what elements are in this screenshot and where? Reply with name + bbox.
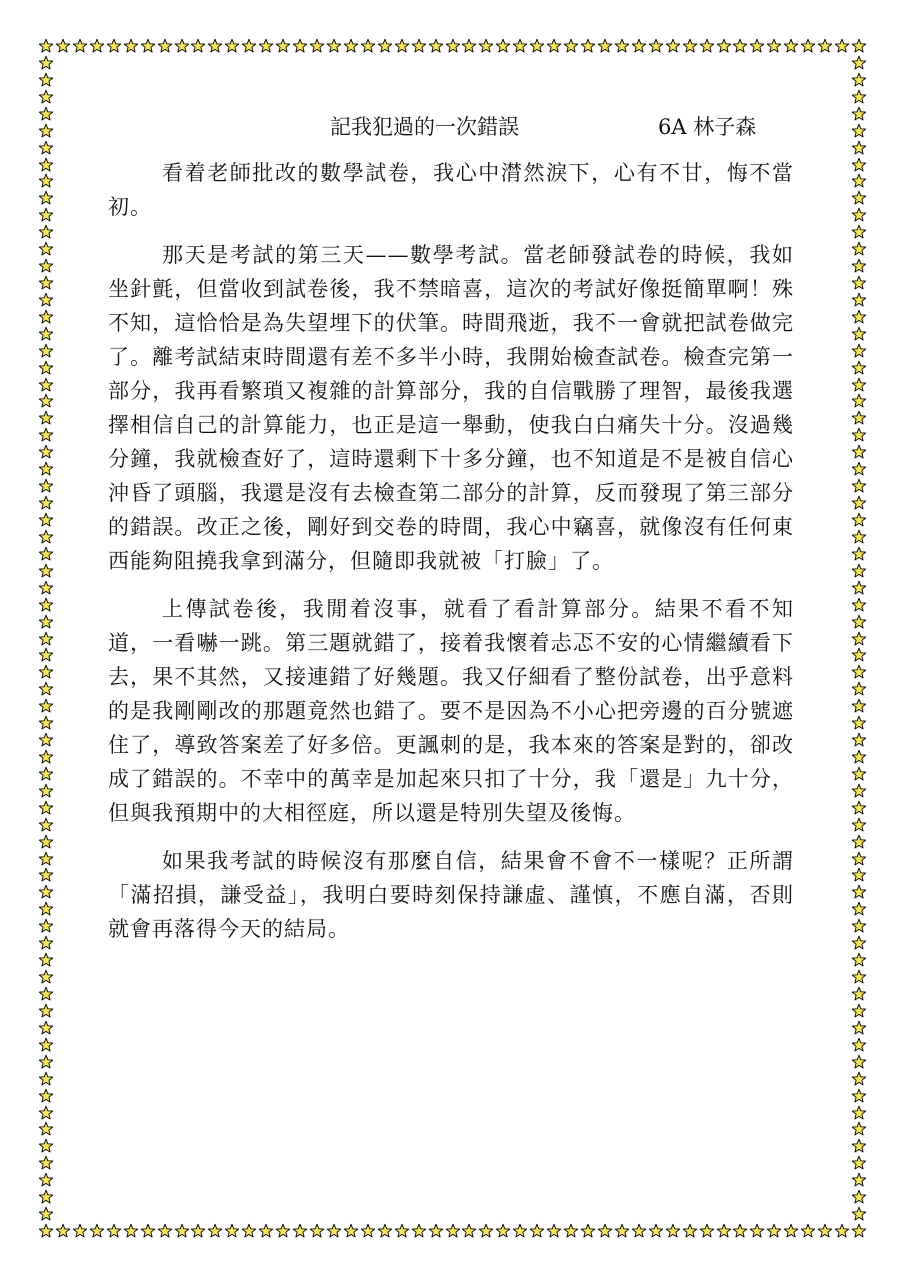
star-icon (38, 1054, 54, 1070)
star-icon (38, 1189, 54, 1205)
star-icon (851, 834, 867, 850)
star-icon (241, 1223, 257, 1239)
star-icon (563, 1223, 579, 1239)
star-icon (665, 1223, 681, 1239)
star-icon (749, 1223, 765, 1239)
star-icon (851, 461, 867, 477)
star-icon (851, 1003, 867, 1019)
star-icon (597, 38, 613, 54)
star-icon (851, 444, 867, 460)
star-icon (360, 38, 376, 54)
star-icon (732, 38, 748, 54)
star-icon (38, 207, 54, 223)
star-icon (38, 512, 54, 528)
star-icon (38, 495, 54, 511)
star-icon (38, 867, 54, 883)
star-icon (682, 38, 698, 54)
star-icon (851, 326, 867, 342)
star-icon (275, 38, 291, 54)
star-icon (851, 140, 867, 156)
star-icon (38, 986, 54, 1002)
star-icon (580, 38, 596, 54)
star-icon (292, 1223, 308, 1239)
star-icon (851, 38, 867, 54)
star-icon (817, 38, 833, 54)
star-icon (851, 1105, 867, 1121)
star-icon (326, 1223, 342, 1239)
star-icon (512, 1223, 528, 1239)
star-icon (38, 292, 54, 308)
paragraph-1: 看着老師批改的數學試卷，我心中潸然淚下，心有不甘，悔不當初。 (108, 161, 794, 219)
star-icon (851, 495, 867, 511)
star-icon (157, 38, 173, 54)
star-icon (445, 38, 461, 54)
star-icon (529, 38, 545, 54)
star-icon (631, 1223, 647, 1239)
star-icon (783, 1223, 799, 1239)
star-icon (851, 1121, 867, 1137)
star-icon (851, 207, 867, 223)
star-icon (38, 647, 54, 663)
star-icon (38, 343, 54, 359)
star-icon (38, 597, 54, 613)
star-icon (478, 1223, 494, 1239)
star-icon (309, 1223, 325, 1239)
star-icon (851, 884, 867, 900)
star-icon (38, 444, 54, 460)
star-icon (38, 1172, 54, 1188)
star-icon (38, 681, 54, 697)
star-icon (38, 1155, 54, 1171)
star-icon (631, 38, 647, 54)
star-icon (851, 123, 867, 139)
star-icon (72, 1223, 88, 1239)
star-icon (851, 580, 867, 596)
star-icon (851, 546, 867, 562)
star-icon (38, 157, 54, 173)
star-icon (38, 360, 54, 376)
paragraph-3: 上傳試卷後，我閒着沒事，就看了看計算部分。結果不看不知道，一看嚇一跳。第三題就錯了，接着我懷着忐忑不安的心情繼續看下去，果不其然，又接連錯了好幾題。我又仔細看了整份試卷，出乎意料的是我剛剛改的那題竟然也錯了。要不是因為不小心把旁邊的百分號遮住了，導致答案差了好多倍。更諷刺的是，我本來的答案是對的，卻改成了錯誤的。不幸中的萬幸是加起來只扣了十分，我「還是」九十分，但與我預期中的大相徑庭，所以還是特別失望及後悔。 (108, 597, 794, 825)
star-icon (851, 410, 867, 426)
star-icon (394, 1223, 410, 1239)
star-icon (38, 1138, 54, 1154)
star-icon (834, 38, 850, 54)
star-icon (614, 1223, 630, 1239)
star-icon (38, 38, 54, 54)
star-icon (851, 664, 867, 680)
star-icon (38, 326, 54, 342)
star-icon (800, 38, 816, 54)
star-icon (851, 72, 867, 88)
star-icon (123, 1223, 139, 1239)
star-icon (817, 1223, 833, 1239)
star-icon (38, 427, 54, 443)
star-icon (800, 1223, 816, 1239)
star-icon (851, 732, 867, 748)
star-icon (851, 1037, 867, 1053)
star-icon (851, 614, 867, 630)
star-icon (38, 1206, 54, 1222)
star-icon (38, 309, 54, 325)
star-icon (38, 935, 54, 951)
star-icon (851, 631, 867, 647)
star-icon (174, 38, 190, 54)
star-icon (38, 884, 54, 900)
star-icon (38, 1071, 54, 1087)
star-icon (309, 38, 325, 54)
star-icon (851, 393, 867, 409)
star-icon (38, 952, 54, 968)
star-icon (38, 377, 54, 393)
star-icon (224, 1223, 240, 1239)
star-icon (851, 1020, 867, 1036)
star-icon (682, 1223, 698, 1239)
star-icon (38, 817, 54, 833)
star-icon (207, 38, 223, 54)
star-icon (394, 38, 410, 54)
star-icon (38, 698, 54, 714)
star-icon (851, 597, 867, 613)
star-icon (38, 901, 54, 917)
star-icon (55, 38, 71, 54)
star-icon (851, 969, 867, 985)
star-icon (207, 1223, 223, 1239)
paragraph-2: 那天是考試的第三天——數學考試。當老師發試卷的時候，我如坐針氈，但當收到試卷後，我不禁暗喜，這次的考試好像挺簡單啊！殊不知，這恰恰是為失望埋下的伏筆。時間飛逝，我不一會就把試卷做完了。離考試結束時間還有差不多半小時，我開始檢查試卷。檢查完第一部分，我再看繁瑣又複雜的計算部分，我的自信戰勝了理智，最後我選擇相信自己的計算能力，也正是這一舉動，使我白白痛失十分。沒過幾分鐘，我就檢查好了，這時還剩下十多分鐘，也不知道是不是被自信心沖昏了頭腦，我還是沒有去檢查第二部分的計算，反而發現了第三部分的錯誤。改正之後，剛好到交卷的時間，我心中竊喜，就像沒有任何東西能夠阻撓我拿到滿分，但隨即我就被「打臉」了。 (108, 243, 794, 573)
star-icon (123, 38, 139, 54)
star-icon (38, 393, 54, 409)
star-icon (529, 1223, 545, 1239)
star-icon (716, 1223, 732, 1239)
star-icon (851, 224, 867, 240)
star-icon (377, 1223, 393, 1239)
star-icon (190, 1223, 206, 1239)
star-icon (89, 38, 105, 54)
star-icon (461, 1223, 477, 1239)
star-icon (851, 986, 867, 1002)
star-icon (614, 38, 630, 54)
star-icon (851, 55, 867, 71)
star-icon (478, 38, 494, 54)
star-icon (38, 275, 54, 291)
star-icon (766, 1223, 782, 1239)
star-icon (851, 529, 867, 545)
star-icon (38, 55, 54, 71)
star-icon (343, 38, 359, 54)
star-icon (38, 563, 54, 579)
star-icon (38, 1020, 54, 1036)
essay-header (108, 112, 798, 148)
star-icon (38, 72, 54, 88)
star-icon (851, 1172, 867, 1188)
star-icon (38, 614, 54, 630)
star-icon (38, 732, 54, 748)
star-icon (749, 38, 765, 54)
star-icon (563, 38, 579, 54)
star-icon (851, 1071, 867, 1087)
star-icon (38, 749, 54, 765)
star-icon (851, 258, 867, 274)
star-icon (38, 783, 54, 799)
star-icon (851, 292, 867, 308)
star-icon (766, 38, 782, 54)
star-icon (140, 38, 156, 54)
star-icon (851, 157, 867, 173)
star-icon (157, 1223, 173, 1239)
star-icon (851, 1138, 867, 1154)
star-icon (851, 766, 867, 782)
star-icon (38, 106, 54, 122)
star-icon (38, 546, 54, 562)
author-class-name: 6A 林子森 (658, 115, 757, 139)
star-icon (851, 952, 867, 968)
star-icon (699, 1223, 715, 1239)
star-icon (38, 123, 54, 139)
star-icon (38, 1105, 54, 1121)
star-icon (648, 1223, 664, 1239)
star-icon (343, 1223, 359, 1239)
star-icon (851, 851, 867, 867)
star-icon (38, 715, 54, 731)
star-icon (732, 1223, 748, 1239)
star-icon (38, 969, 54, 985)
star-icon (512, 38, 528, 54)
star-icon (258, 38, 274, 54)
essay-page (108, 112, 798, 1192)
star-icon (783, 38, 799, 54)
star-icon (851, 1088, 867, 1104)
star-icon (38, 766, 54, 782)
star-icon (699, 38, 715, 54)
star-icon (851, 918, 867, 934)
star-icon (851, 1206, 867, 1222)
star-icon (546, 38, 562, 54)
star-icon (55, 1223, 71, 1239)
star-icon (72, 38, 88, 54)
star-icon (411, 38, 427, 54)
star-icon (851, 1155, 867, 1171)
star-icon (851, 698, 867, 714)
star-icon (851, 89, 867, 105)
star-icon (428, 38, 444, 54)
star-icon (546, 1223, 562, 1239)
star-icon (851, 817, 867, 833)
star-icon (38, 173, 54, 189)
star-icon (275, 1223, 291, 1239)
star-icon (851, 106, 867, 122)
star-icon (38, 478, 54, 494)
star-icon (851, 275, 867, 291)
essay-body (108, 156, 794, 960)
star-icon (851, 715, 867, 731)
star-icon (461, 38, 477, 54)
star-icon (38, 529, 54, 545)
star-icon (851, 681, 867, 697)
star-icon (377, 38, 393, 54)
star-icon (495, 38, 511, 54)
star-icon (292, 38, 308, 54)
star-icon (851, 377, 867, 393)
star-icon (38, 851, 54, 867)
star-icon (495, 1223, 511, 1239)
star-icon (38, 664, 54, 680)
paragraph-4: 如果我考試的時候沒有那麼自信，結果會不會不一樣呢？正所謂「滿招損，謙受益」，我明白要時刻保持謙虛、謹慎，不應自滿，否則就會再落得今天的結局。 (108, 849, 794, 941)
star-icon (106, 38, 122, 54)
star-icon (241, 38, 257, 54)
star-icon (106, 1223, 122, 1239)
star-icon (851, 783, 867, 799)
star-icon (597, 1223, 613, 1239)
star-icon (851, 360, 867, 376)
star-icon (38, 140, 54, 156)
star-icon (174, 1223, 190, 1239)
star-icon (851, 867, 867, 883)
star-icon (851, 901, 867, 917)
star-icon (38, 918, 54, 934)
star-icon (38, 89, 54, 105)
star-icon (851, 1223, 867, 1239)
star-icon (224, 38, 240, 54)
star-icon (190, 38, 206, 54)
star-icon (851, 309, 867, 325)
star-icon (851, 647, 867, 663)
star-icon (851, 563, 867, 579)
star-icon (665, 38, 681, 54)
star-icon (326, 38, 342, 54)
star-icon (140, 1223, 156, 1239)
star-icon (360, 1223, 376, 1239)
star-icon (851, 512, 867, 528)
star-icon (851, 749, 867, 765)
star-icon (38, 1121, 54, 1137)
star-icon (851, 1189, 867, 1205)
star-icon (648, 38, 664, 54)
star-icon (38, 241, 54, 257)
star-icon (851, 800, 867, 816)
star-icon (851, 935, 867, 951)
star-icon (38, 224, 54, 240)
star-icon (38, 190, 54, 206)
star-icon (38, 410, 54, 426)
star-icon (89, 1223, 105, 1239)
star-icon (411, 1223, 427, 1239)
star-icon (428, 1223, 444, 1239)
star-icon (38, 461, 54, 477)
star-icon (851, 478, 867, 494)
star-icon (580, 1223, 596, 1239)
star-icon (834, 1223, 850, 1239)
star-icon (851, 343, 867, 359)
star-icon (716, 38, 732, 54)
star-icon (38, 1003, 54, 1019)
star-icon (38, 800, 54, 816)
star-icon (38, 580, 54, 596)
star-icon (38, 631, 54, 647)
star-icon (38, 1223, 54, 1239)
star-icon (258, 1223, 274, 1239)
star-icon (38, 834, 54, 850)
star-icon (851, 427, 867, 443)
star-icon (851, 190, 867, 206)
star-icon (445, 1223, 461, 1239)
essay-title: 記我犯過的一次錯誤 (330, 115, 519, 139)
star-icon (851, 1054, 867, 1070)
star-icon (38, 258, 54, 274)
star-icon (38, 1037, 54, 1053)
star-icon (38, 1088, 54, 1104)
star-icon (851, 241, 867, 257)
star-icon (851, 173, 867, 189)
